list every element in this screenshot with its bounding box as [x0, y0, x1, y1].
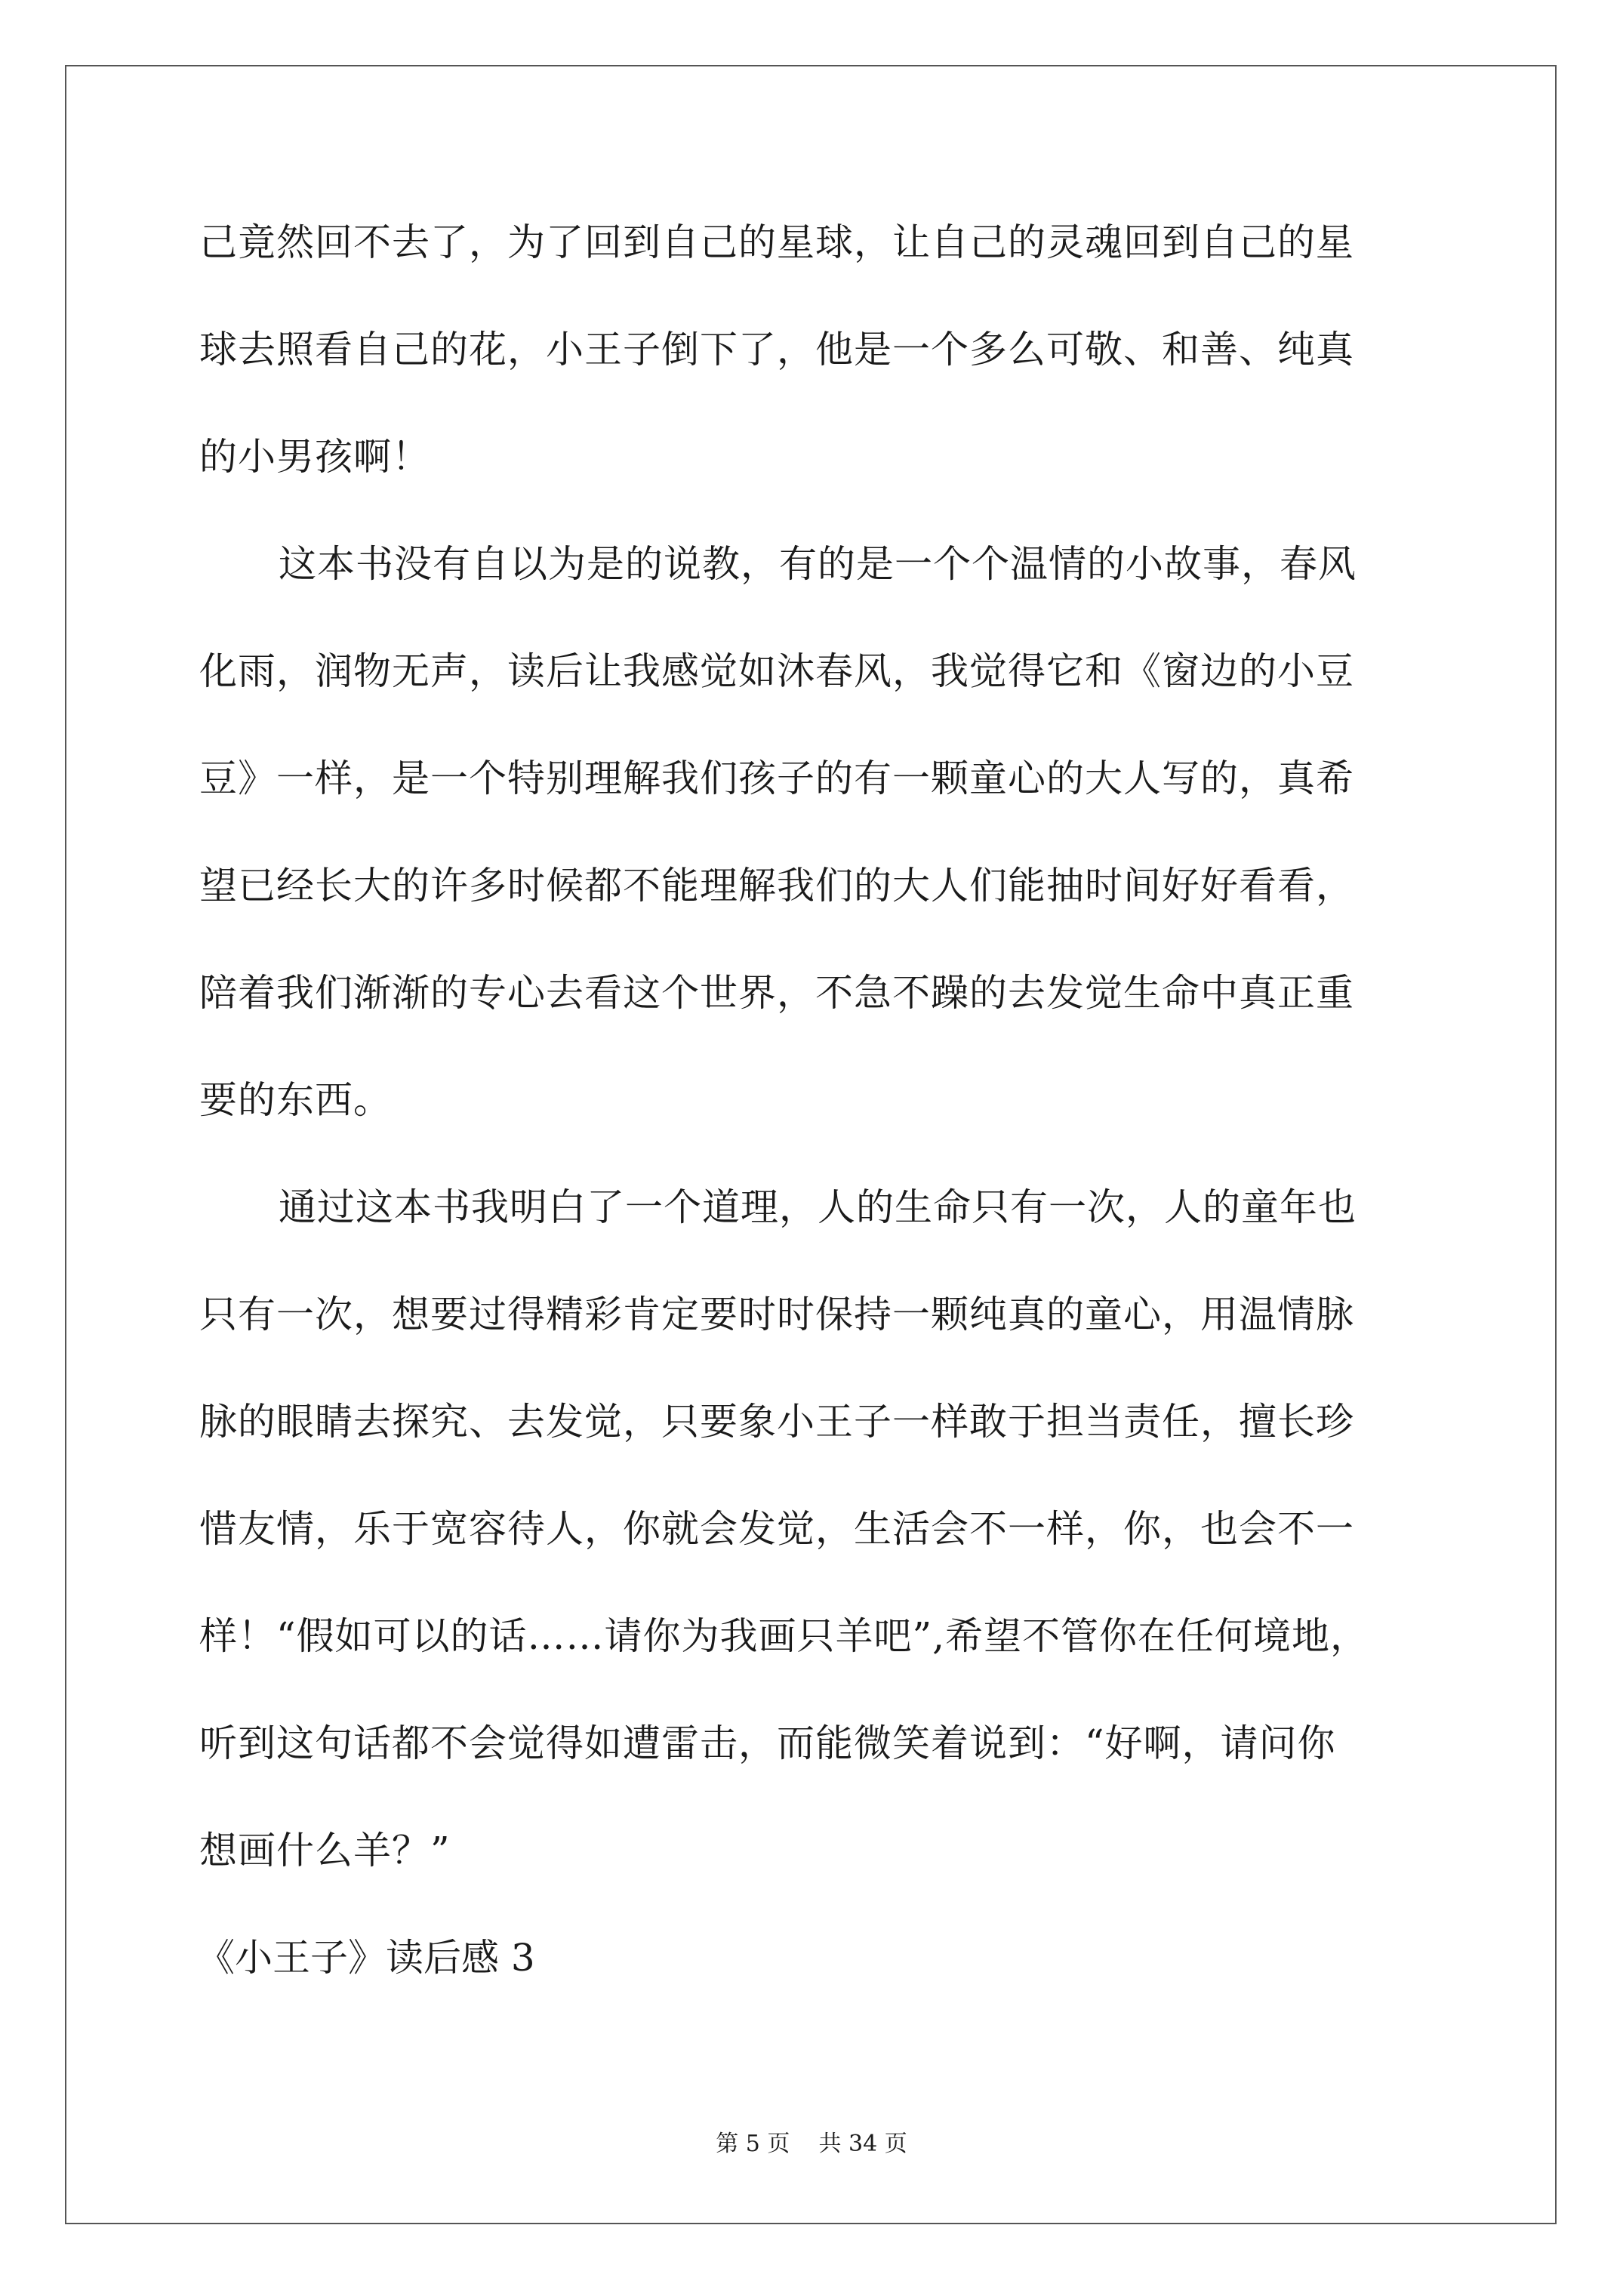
section-heading: 《小王子》读后感 3 [197, 1936, 535, 1980]
text-line: 只有一次，想要过得精彩肯定要时时保持一颗纯真的童心，用温情脉 [199, 1293, 1354, 1336]
text-line: 的小男孩啊！ [199, 435, 430, 479]
text-line: 陪着我们渐渐的专心去看这个世界，不急不躁的去发觉生命中真正重 [199, 971, 1354, 1015]
text-line: 惜友情，乐于宽容待人，你就会发觉，生活会不一样，你，也会不一 [199, 1507, 1354, 1551]
text-line: 球去照看自己的花，小王子倒下了，他是一个多么可敬、和善、纯真 [199, 328, 1354, 371]
text-line: 听到这句话都不会觉得如遭雷击，而能微笑着说到：“好啊，请问你 [199, 1721, 1336, 1765]
text-line: 化雨，润物无声，读后让我感觉如沐春风，我觉得它和《窗边的小豆 [199, 649, 1354, 693]
text-line: 要的东西。 [199, 1078, 392, 1122]
paragraph-first-line: 通过这本书我明白了一个道理，人的生命只有一次，人的童年也 [279, 1185, 1357, 1229]
text-line: 豆》一样，是一个特别理解我们孩子的有一颗童心的大人写的，真希 [199, 757, 1354, 800]
text-line: 望已经长大的许多时候都不能理解我们的大人们能抽时间好好看看， [199, 864, 1354, 908]
text-line: 想画什么羊？” [199, 1829, 451, 1872]
paragraph-first-line: 这本书没有自以为是的说教，有的是一个个温情的小故事，春风 [279, 542, 1357, 586]
document-body [199, 189, 1437, 2011]
text-line: 样！“假如可以的话……请你为我画只羊吧”,希望不管你在任何境地， [199, 1614, 1369, 1658]
text-line: 脉的眼睛去探究、去发觉，只要象小王子一样敢于担当责任，擅长珍 [199, 1400, 1354, 1444]
page-number-footer: 第 5 页 共 34 页 [716, 2131, 907, 2157]
text-line: 己竟然回不去了，为了回到自己的星球，让自己的灵魂回到自己的星 [199, 220, 1354, 264]
